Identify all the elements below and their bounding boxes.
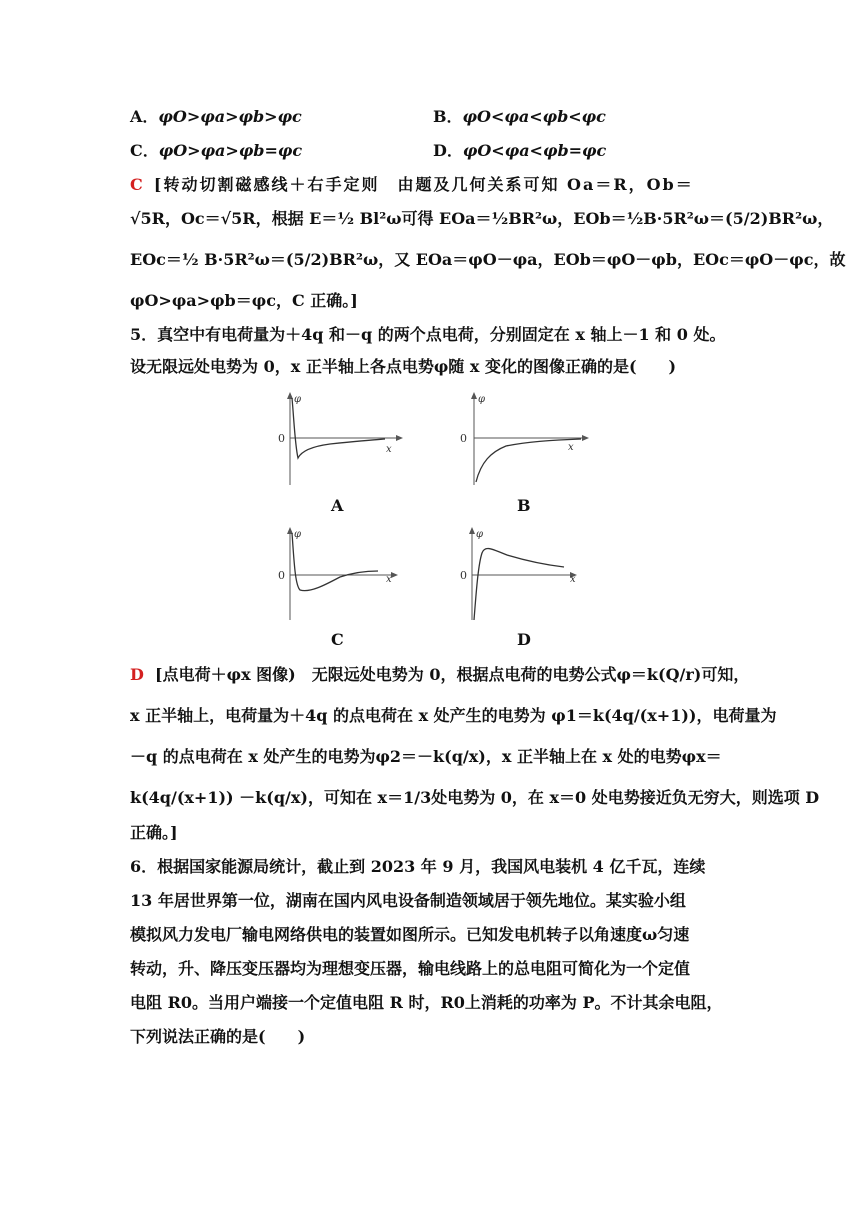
origin-label: 0: [460, 432, 467, 445]
q6-line-6: 下列说法正确的是( ): [130, 1027, 306, 1046]
option-d: [433, 138, 606, 164]
graph-a: [270, 390, 410, 494]
x-label: x: [568, 442, 574, 453]
q6-line-1: 6．根据国家能源局统计，截止到 2023 年 9 月，我国风电装机 4 亿千瓦，连续: [130, 857, 706, 876]
option-letter: B．: [433, 107, 463, 126]
curve: [474, 549, 564, 620]
q5-stem-line-1: 5．真空中有电荷量为＋4q 和－q 的两个点电荷，分别固定在 x 轴上－1 和 0 处。: [130, 325, 726, 344]
q6-line-4: 转动，升、降压变压器均为理想变压器，输电线路上的总电阻可简化为一个定值: [130, 959, 691, 978]
y-arrow: [287, 392, 293, 399]
answer-text: [转动切割磁感线＋右手定则 由题及几何关系可知 Oa＝R，Ob＝: [153, 175, 694, 194]
graph-c-label: C: [331, 630, 344, 649]
option-b: [433, 104, 606, 130]
option-text: φO>φa>φb=φc: [158, 141, 303, 160]
q5-answer-line-4: k(4q/(x+1)) －k(q/x)，可知在 x＝1/3处电势为 0，在 x＝0 处电势接近负无穷大，则选项 D: [130, 788, 820, 807]
q4-answer-line-3: EOc＝½ B·5R²ω＝(5/2)BR²ω，又 EOa＝φO－φa，EOb＝φO－φb，EOc＝φO－φc，故: [130, 250, 846, 269]
x-label: x: [386, 444, 392, 455]
graph-a-label: A: [331, 496, 344, 515]
y-label: φ: [476, 529, 484, 540]
x-label: x: [570, 574, 576, 585]
option-letter: A．: [130, 107, 159, 126]
option-text: φO<φa<φb=φc: [462, 141, 607, 160]
y-label: φ: [294, 394, 302, 405]
q4-answer-line-1: [130, 172, 740, 198]
x-arrow: [582, 435, 589, 441]
option-text: φO<φa<φb<φc: [462, 107, 606, 126]
answer-text: [点电荷＋φx 图像) 无限远处电势为 0，根据点电荷的电势公式φ＝k(Q/r)可知，: [155, 665, 750, 684]
answer-letter: D: [130, 665, 144, 684]
graph-b-svg: [456, 390, 596, 490]
graph-b: [456, 390, 596, 494]
x-arrow: [391, 572, 398, 578]
option-a: [130, 104, 302, 130]
x-label: x: [386, 574, 392, 585]
y-label: φ: [478, 394, 486, 405]
graph-c: [270, 525, 410, 629]
curve: [292, 398, 385, 458]
origin-label: 0: [460, 569, 467, 582]
q5-answer-line-2: x 正半轴上，电荷量为＋4q 的点电荷在 x 处产生的电势为 φ1＝k(4q/(x+1))，电荷量为: [130, 706, 777, 725]
graph-b-label: B: [517, 496, 531, 515]
q6-line-2: 13 年居世界第一位，湖南在国内风电设备制造领域居于领先地位。某实验小组: [130, 891, 686, 910]
y-arrow: [471, 392, 477, 399]
q6-line-5: 电阻 R0。当用户端接一个定值电阻 R 时，R0上消耗的功率为 P。不计其余电阻，: [130, 993, 723, 1012]
q5-answer-line-3: －q 的点电荷在 x 处产生的电势为φ2＝－k(q/x)，x 正半轴上在 x 处的电势φx＝: [130, 747, 722, 766]
x-arrow: [396, 435, 403, 441]
answer-letter: C: [130, 175, 143, 194]
graph-d-label: D: [517, 630, 531, 649]
q5-stem-line-2: 设无限远处电势为 0，x 正半轴上各点电势φ随 x 变化的图像正确的是( ): [130, 357, 677, 376]
y-arrow: [469, 527, 475, 534]
graph-d-svg: [452, 525, 592, 625]
q4-answer-line-2: √5R，Oc＝√5R，根据 E＝½ Bl²ω可得 EOa＝½BR²ω，EOb＝½B·5R²ω＝(5/2)BR²ω，: [130, 209, 834, 228]
q4-answer-line-4: φO>φa>φb＝φc，C 正确。]: [130, 291, 358, 310]
y-arrow: [287, 527, 293, 534]
curve: [476, 439, 581, 482]
graph-c-svg: [270, 525, 410, 625]
graph-a-svg: [270, 390, 410, 490]
curve: [292, 533, 378, 591]
origin-label: 0: [278, 432, 285, 445]
q5-answer-line-1: [130, 662, 750, 688]
q6-line-3: 模拟风力发电厂输电网络供电的装置如图所示。已知发电机转子以角速度ω匀速: [130, 925, 690, 944]
q5-answer-line-5: 正确。]: [130, 823, 178, 842]
graph-d: [452, 525, 592, 629]
origin-label: 0: [278, 569, 285, 582]
option-text: φO>φa>φb>φc: [158, 107, 302, 126]
y-label: φ: [294, 529, 302, 540]
option-letter: C．: [130, 141, 159, 160]
option-letter: D．: [433, 141, 463, 160]
option-c: [130, 138, 302, 164]
